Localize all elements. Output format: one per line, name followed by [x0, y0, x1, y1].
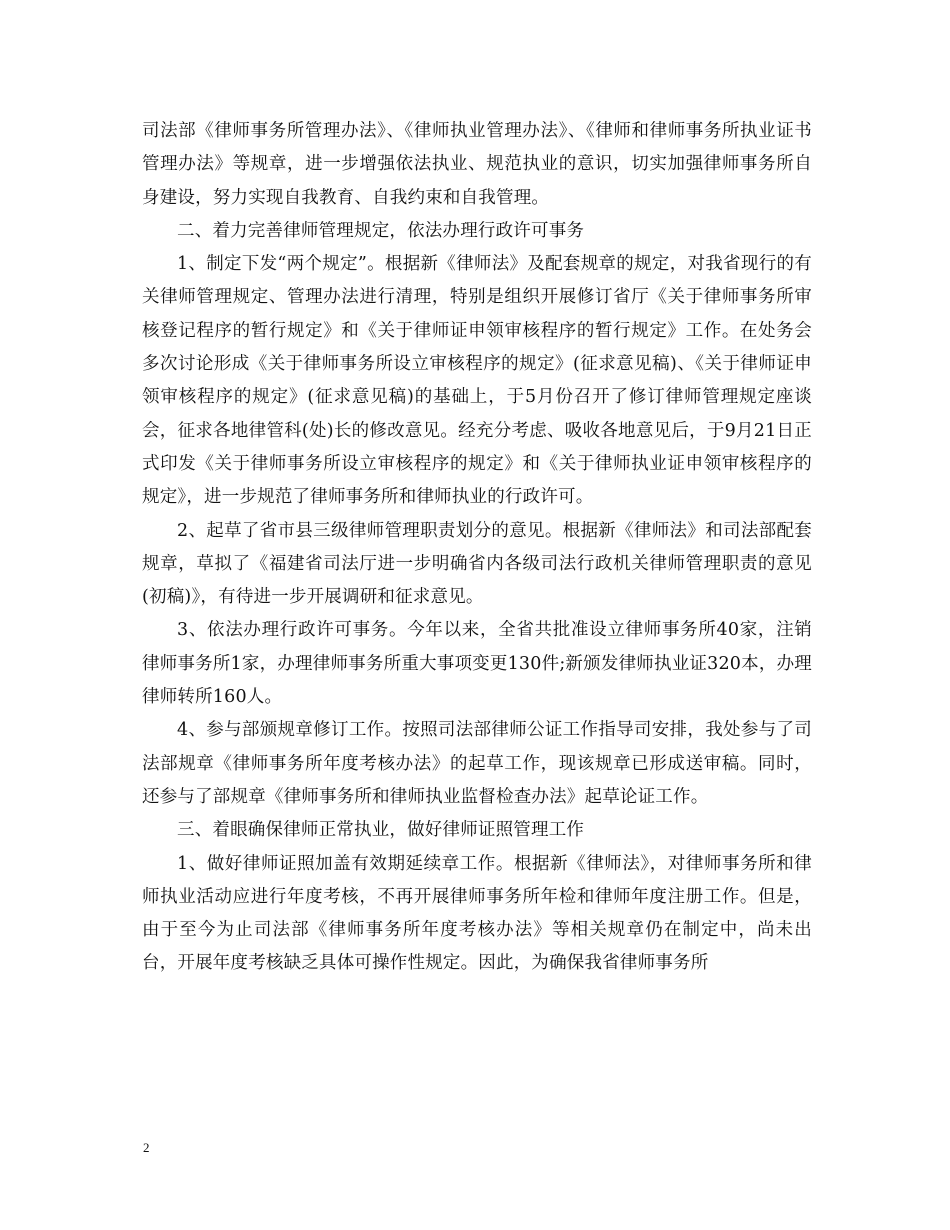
section-heading-3: 三、着眼确保律师正常执业，做好律师证照管理工作 — [177, 820, 585, 841]
paragraph-item-2-2: 2、起草了省市县三级律师管理职责划分的意见。根据新《律师法》和司法部配套规章，草拟了《福建省司法厅进一步明确省内各级司法行政机关律师管理职责的意见(初稿)》，有待进一步开展调研和征求意见。 — [142, 520, 812, 608]
paragraph-1: 司法部《律师事务所管理办法》、《律师执业管理办法》、《律师和律师事务所执业证书管理办法》等规章，进一步增强依法执业、规范执业的意识，切实加强律师事务所自身建设，努力实现自我教育、自我约束和自我管理。 — [142, 121, 812, 208]
section-heading-2: 二、着力完善律师管理规定，依法办理行政许可事务 — [177, 220, 585, 241]
document-body — [142, 115, 812, 981]
paragraph-item-2-4: 4、参与部颁规章修订工作。按照司法部律师公证工作指导司安排，我处参与了司法部规章《律师事务所年度考核办法》的起草工作，现该规章已形成送审稿。同时，还参与了部规章《律师事务所和律师执业监督检查办法》起草论证工作。 — [142, 720, 812, 807]
paragraph-item-2-3: 3、依法办理行政许可事务。今年以来，全省共批准设立律师事务所40家，注销律师事务所1家，办理律师事务所重大事项变更130件;新颁发律师执业证320本，办理律师转所160人。 — [142, 620, 812, 708]
page-number: 2 — [143, 1140, 150, 1155]
paragraph-item-2-1: 1、制定下发“两个规定”。根据新《律师法》及配套规章的规定，对我省现行的有关律师管理规定、管理办法进行清理，特别是组织开展修订省厅《关于律师事务所审核登记程序的暂行规定》和《关于律师证申领审核程序的暂行规定》工作。在处务会多次讨论形成《关于律师事务所设立审核程序的规定》(征求意见稿)、《关于律师证申领审核程序的规定》(征求意见稿)的基础上，于5月份召开了修订律师管理规定座谈会，征求各地律管科(处)长的修改意见。经充分考虑、吸收各地意见后，于9月21日正式印发《关于律师事务所设立审核程序的规定》和《关于律师执业证申领审核程序的规定》，进一步规范了律师事务所和律师执业的行政许可。 — [142, 254, 812, 508]
paragraph-item-3-1: 1、做好律师证照加盖有效期延续章工作。根据新《律师法》，对律师事务所和律师执业活动应进行年度考核，不再开展律师事务所年检和律师年度注册工作。但是，由于至今为止司法部《律师事务所年度考核办法》等相关规章仍在制定中，尚未出台，开展年度考核缺乏具体可操作性规定。因此，为确保我省律师事务所 — [142, 853, 812, 974]
